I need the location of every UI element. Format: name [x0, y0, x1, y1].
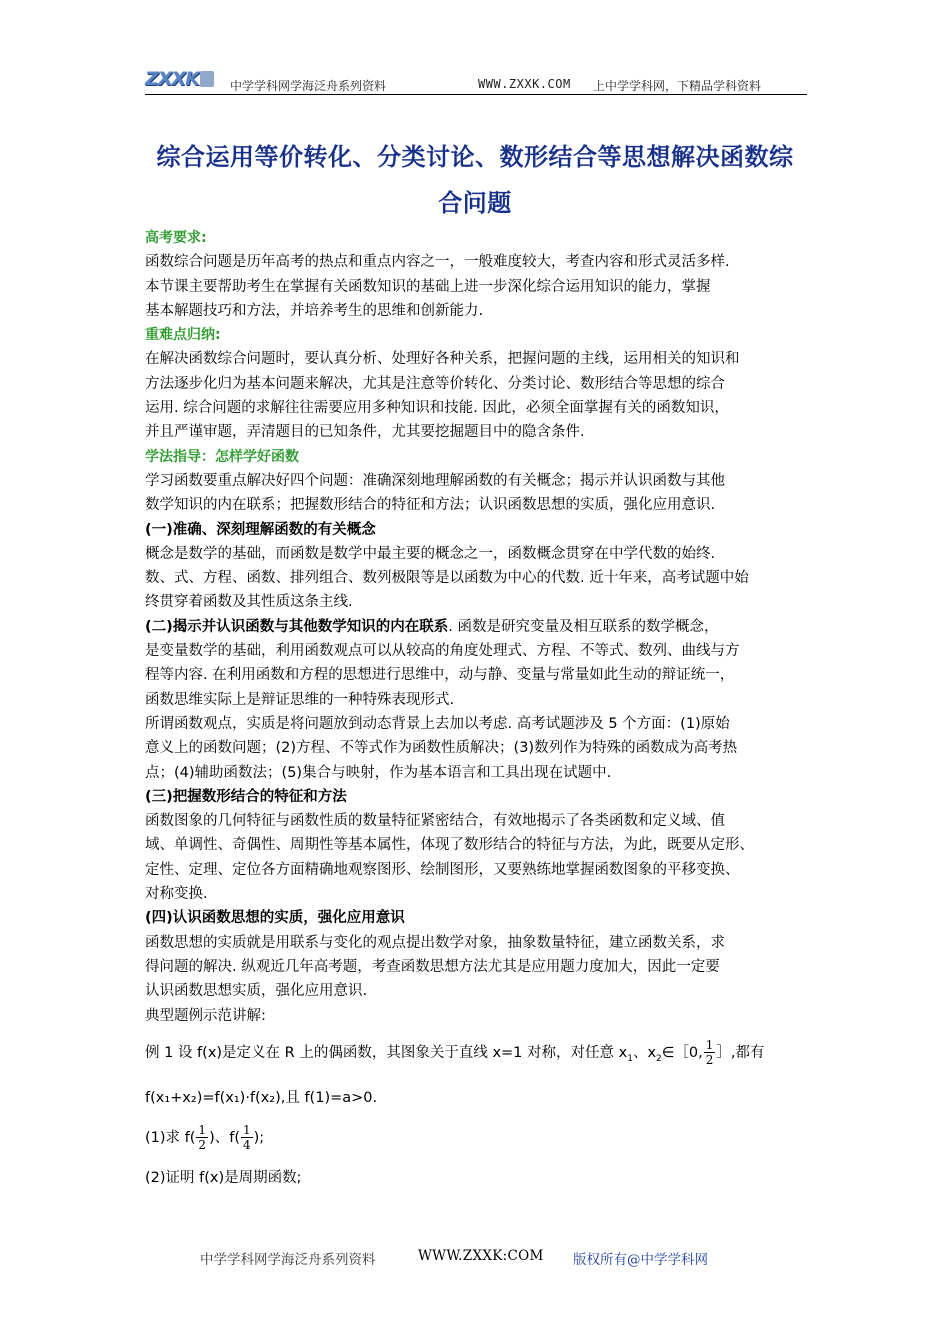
footer-url: WWW.ZXXK:COM: [418, 1248, 544, 1264]
paragraph-line: 并且严谨审题，弄清题目的已知条件，尤其要挖掘题目中的隐含条件.: [145, 424, 585, 441]
question-text: (1)求 f(: [145, 1129, 196, 1146]
paragraph-line: 函数综合问题是历年高考的热点和重点内容之一，一般难度较大，考查内容和形式灵活多样.: [145, 254, 730, 271]
document-body: [145, 226, 810, 1198]
example-1-text: 例 1 设 f(x)是定义在 R 上的偶函数，其图象关于直线 x=1 对称，对任意 x: [145, 1044, 628, 1061]
paragraph-line: 基本解题技巧和方法，并培养考生的思维和创新能力.: [145, 302, 484, 319]
paragraph-line: 数、式、方程、函数、排列组合、数列极限等是以函数为中心的代数. 近十年来，高考试题中始: [145, 570, 749, 587]
fraction-denominator: 4: [242, 1138, 251, 1153]
page-header: [145, 66, 807, 96]
paragraph-line: 在解决函数综合问题时，要认真分析、处理好各种关系，把握问题的主线，运用相关的知识和: [145, 351, 740, 368]
paragraph-line: 定性、定理、定位各方面精确地观察图形、绘制图形，又要熟练地掌握函数图象的平移变换、: [145, 861, 740, 878]
question-text: )、f(: [209, 1129, 240, 1146]
header-left-text: 中学学科网学海泛舟系列资料: [230, 79, 387, 93]
subscript: 2: [656, 1053, 662, 1064]
fraction-one-half: [704, 1038, 716, 1067]
section-heading-1: (一)准确、深刻理解函数的有关概念: [145, 521, 376, 538]
example-1-text: ∈［0,: [661, 1044, 703, 1061]
heading-zhongnan: 重难点归纳:: [145, 327, 221, 344]
paragraph-line: 方法逐步化归为基本问题来解决，尤其是注意等价转化、分类讨论、数形结合等思想的综合: [145, 375, 725, 392]
section-heading-2-rest: . 函数是研究变量及相互联系的数学概念，: [448, 618, 719, 635]
paragraph-line: 认识函数思想实质，强化应用意识.: [145, 983, 368, 1000]
heading-xuefa: 学法指导：怎样学好函数: [145, 448, 299, 465]
fraction-one-quarter: [241, 1123, 253, 1152]
page-title-line2: 合问题: [438, 189, 512, 217]
paragraph-line: 概念是数学的基础，而函数是数学中最主要的概念之一，函数概念贯穿在中学代数的始终.: [145, 545, 716, 562]
heading-gaokao: 高考要求:: [145, 230, 207, 246]
subscript: 1: [627, 1053, 633, 1064]
footer-left-text: 中学学科网学海泛舟系列资料: [200, 1252, 376, 1268]
example-1-condition: f(x₁+x₂)=f(x₁)·f(x₂),且 f(1)=a>0.: [145, 1089, 378, 1106]
question-text: );: [253, 1129, 265, 1146]
example-1-statement: [145, 1028, 810, 1078]
fraction-denominator: 2: [705, 1053, 714, 1068]
zxxk-logo: [145, 68, 215, 90]
page-title-line1: 综合运用等价转化、分类讨论、数形结合等思想解决函数综: [156, 143, 794, 171]
footer-copyright: 版权所有@中学学科网: [573, 1252, 708, 1268]
fraction-one-half: [196, 1123, 208, 1152]
section-heading-3: (三)把握数形结合的特征和方法: [145, 788, 347, 805]
fraction-denominator: 2: [198, 1138, 207, 1153]
paragraph-line: 数学知识的内在联系；把握数形结合的特征和方法；认识函数思想的实质，强化应用意识.: [145, 497, 716, 514]
fraction-numerator: 1: [705, 1038, 714, 1053]
paragraph-line: 程等内容. 在利用函数和方程的思想进行思维中，动与静、变量与常量如此生动的辩证统一，: [145, 667, 735, 684]
paragraph-line: 所谓函数观点，实质是将问题放到动态背景上去加以考虑. 高考试题涉及 5 个方面：(1)原始: [145, 715, 730, 732]
paragraph-line: 对称变换.: [145, 886, 208, 903]
paragraph-line: 运用. 综合问题的求解往往需要应用多种知识和技能. 因此，必须全面掌握有关的函数知识，: [145, 400, 729, 417]
paragraph-line: 函数图象的几何特征与函数性质的数量特征紧密结合，有效地揭示了各类函数和定义域、值: [145, 813, 725, 830]
header-right-text: 上中学学科网，下精品学科资料: [593, 79, 762, 93]
example-1-text: 、x: [632, 1044, 657, 1061]
paragraph-line: 函数思想的实质就是用联系与变化的观点提出数学对象，抽象数量特征，建立函数关系，求: [145, 934, 725, 951]
paragraph-line: 本节课主要帮助考生在掌握有关函数知识的基础上进一步深化综合运用知识的能力，掌握: [145, 278, 711, 295]
paragraph-line: 函数思维实际上是辩证思维的一种特殊表现形式.: [145, 691, 455, 708]
paragraph-line: 点；(4)辅助函数法；(5)集合与映射，作为基本语言和工具出现在试题中.: [145, 764, 612, 781]
paragraph-line: 是变量数学的基础，利用函数观点可以从较高的角度处理式、方程、不等式、数列、曲线与方: [145, 643, 740, 660]
question-2: (2)证明 f(x)是周期函数;: [145, 1169, 302, 1186]
paragraph-line: [145, 615, 810, 639]
paragraph-line: 意义上的函数问题；(2)方程、不等式作为函数性质解决；(3)数列作为特殊的函数成为高考热: [145, 740, 738, 757]
paragraph-line: 得问题的解决. 纵观近几年高考题，考查函数思想方法尤其是应用题力度加大，因此一定要: [145, 958, 720, 975]
fraction-numerator: 1: [242, 1123, 251, 1138]
paragraph-line: 域、单调性、奇偶性、周期性等基本属性，体现了数形结合的特征与方法，为此，既要从定形、: [145, 837, 754, 854]
logo-text: ZXXK: [145, 68, 199, 90]
section-heading-2: (二)揭示并认识函数与其他数学知识的内在联系: [145, 618, 449, 635]
paragraph-line: 学习函数要重点解决好四个问题：准确深刻地理解函数的有关概念；揭示并认识函数与其他: [145, 472, 725, 489]
header-url: WWW.ZXXK.COM: [478, 77, 571, 91]
question-1: [145, 1118, 810, 1158]
paragraph-line: 典型题例示范讲解:: [145, 1007, 266, 1024]
example-1-text: ］,都有: [716, 1044, 765, 1061]
header-divider: [145, 94, 807, 95]
paragraph-line: 终贯穿着函数及其性质这条主线.: [145, 594, 353, 611]
section-heading-4: (四)认识函数思想的实质，强化应用意识: [145, 910, 405, 927]
logo-badge-icon: [200, 71, 214, 87]
fraction-numerator: 1: [198, 1123, 207, 1138]
